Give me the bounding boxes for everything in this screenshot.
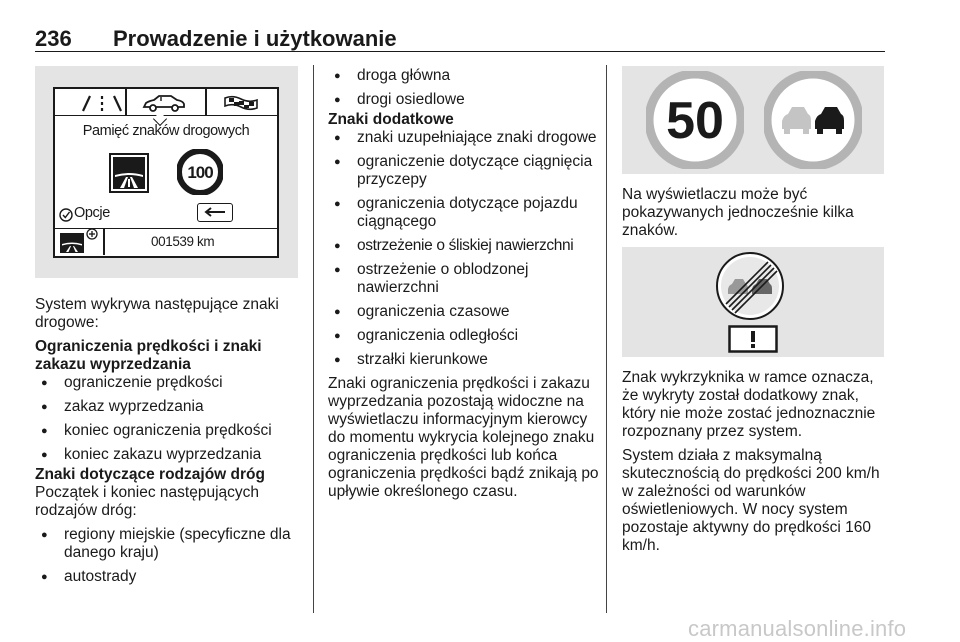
- options-label: Opcje: [74, 205, 110, 221]
- footer-separator: [103, 229, 105, 255]
- speed-limit-value: 50: [666, 92, 724, 150]
- body-text: Na wyświetlaczu może być pokazywanych jednocześnie kilka znaków.: [622, 186, 854, 239]
- bullet-list: [328, 67, 600, 109]
- section-heading: Znaki dotyczące rodzajów dróg: [35, 466, 265, 483]
- display-title: Pamięć znaków drogowych: [82, 123, 250, 139]
- exclamation-icon: [728, 325, 778, 353]
- tab-separator: [205, 89, 207, 116]
- list-item: ● strzałki kierunkowe: [328, 351, 600, 369]
- list-item: ● droga główna: [328, 67, 600, 85]
- speed-limit-50-sign: [646, 71, 744, 169]
- display-tabs: [55, 89, 277, 116]
- list-item: ● drogi osiedlowe: [328, 91, 600, 109]
- list-item: ● znaki uzupełniające znaki drogowe: [328, 129, 600, 147]
- end-no-overtaking-sign: [715, 251, 785, 321]
- road-lanes-icon: [81, 94, 123, 112]
- list-item: ● ostrzeżenie o oblodzonej nawierzchni: [328, 261, 600, 297]
- column-divider-2: [606, 65, 607, 613]
- column-3: [622, 186, 892, 246]
- page-title: Prowadzenie i użytkowanie: [113, 26, 397, 51]
- motorway-small-icon: [59, 232, 85, 254]
- list-item: ● koniec ograniczenia prędkości: [35, 422, 305, 440]
- column-2: [328, 67, 600, 507]
- body-text: System działa z maksymalną skutecznością do prędkości 200 km/h w zależności od warunków oświetleniowych. W nocy system pozostaje aktywny do prędkości 160 km/h.: [622, 447, 880, 554]
- car-icon: [141, 94, 187, 112]
- list-item: ● ograniczenia dotyczące pojazdu ciągnącego: [328, 195, 600, 231]
- page-number: 236: [35, 26, 72, 51]
- body-text: Znaki ograniczenia prędkości i zakazu wyprzedzania pozostają widoczne na wyświetlaczu informacyjnym kierowcy do momentu wykrycia kolejnego znaku ograniczenia prędkości lub końca ograniczenia prędkości bądź znikają po upływie określonego czasu.: [328, 375, 599, 500]
- body-text: Znak wykrzyknika w ramce oznacza, że wykryty został dodatkowy znak, który nie może zostać jednoznacznie rozpoznany przez system.: [622, 369, 876, 440]
- list-item: ● ograniczenie dotyczące ciągnięcia przyczepy: [328, 153, 600, 189]
- motorway-sign-icon: [109, 153, 149, 193]
- checkered-flag-icon: [223, 95, 259, 111]
- check-circle-icon: [59, 208, 73, 222]
- list-item: ● regiony miejskie (specyficzne dla danego kraju): [35, 526, 305, 562]
- section-heading: Ograniczenia prędkości i znaki zakazu wyprzedzania: [35, 338, 262, 373]
- back-button[interactable]: [197, 203, 233, 222]
- watermark: carmanualsonline.info: [688, 616, 907, 641]
- driver-info-display: [53, 87, 279, 258]
- speed-limit-sign: [177, 149, 223, 195]
- column-1: [35, 296, 305, 592]
- list-item: ● koniec zakazu wyprzedzania: [35, 446, 305, 464]
- list-item: ● autostrady: [35, 568, 305, 586]
- column-divider-1: [313, 65, 314, 613]
- display-illustration: [35, 66, 298, 278]
- list-item: ● ostrzeżenie o śliskiej nawierzchni: [328, 237, 600, 255]
- list-item: ● ograniczenia odległości: [328, 327, 600, 345]
- bullet-list: [328, 129, 600, 369]
- list-item: ● ograniczenie prędkości: [35, 374, 305, 392]
- add-circle-icon: [86, 228, 98, 240]
- odometer-readout: 001539 km: [151, 234, 215, 249]
- no-overtaking-sign: [764, 71, 862, 169]
- page-header: [35, 22, 885, 52]
- intro-text: System wykrywa następujące znaki drogowe:: [35, 296, 279, 331]
- end-restriction-illustration: [622, 247, 884, 357]
- bullet-list: [35, 526, 305, 586]
- bullet-list: [35, 374, 305, 464]
- column-3-lower: [622, 369, 892, 561]
- section-heading: Znaki dodatkowe: [328, 111, 454, 128]
- speed-limit-value: 100: [187, 163, 213, 182]
- tab-separator: [125, 89, 127, 116]
- body-text: Początek i koniec następujących rodzajów dróg:: [35, 484, 260, 519]
- list-item: ● zakaz wyprzedzania: [35, 398, 305, 416]
- signs-illustration: [622, 66, 884, 174]
- arrow-left-icon: [204, 207, 226, 217]
- list-item: ● ograniczenia czasowe: [328, 303, 600, 321]
